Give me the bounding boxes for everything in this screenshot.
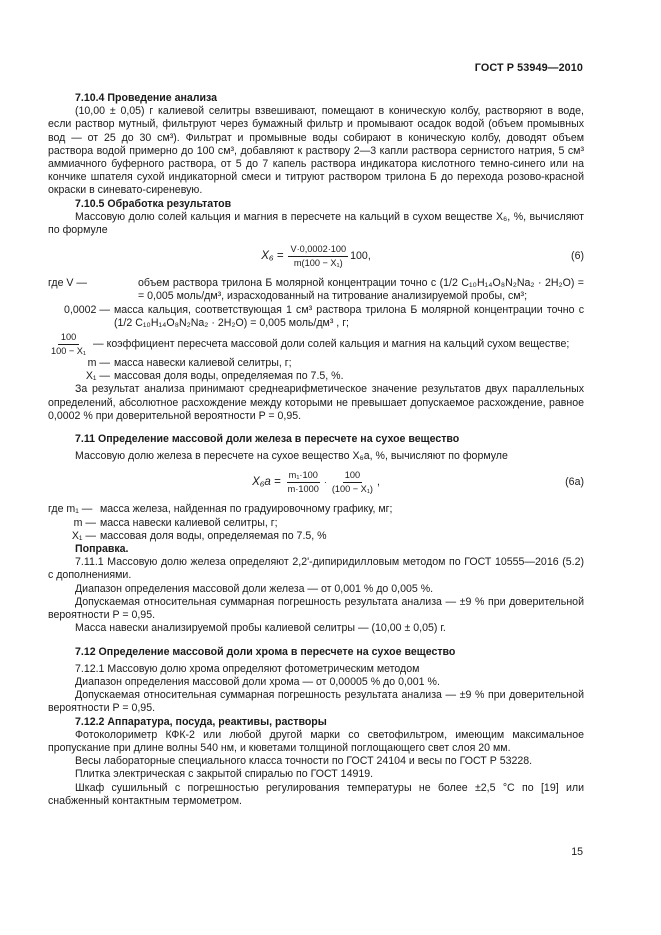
formula-6-definitions (48, 277, 584, 383)
definition-item (48, 517, 584, 530)
section-7-12-1-text: 7.12.1 Массовую долю хрома определяют фотометрическим методом (75, 662, 420, 675)
definition-term: m — (87, 357, 110, 370)
formula-6-intro: Массовую долю солей кальция и магния в пересчете на кальций в сухом веществе X₆, %, вычисляют по формуле (48, 210, 584, 237)
chromium-error-text: Допускаемая относительная суммарная погрешность результата анализа — ±9 % при доверительной вероятности P = 0,95. (48, 689, 584, 715)
definition-desc: масса кальция, соответствующая 1 см³ раствора трилона Б молярной концентрации точно c (1/2 C₁₀H₁₄O₈N₂Na₂ · 2H₂O) = 0,005 моль/дм³ , г; (114, 303, 584, 329)
definition-desc: масса железа, найденная по градуировочному графику, мг; (100, 503, 393, 516)
iron-range-text: Диапазон определения массовой доли железа — от 0,001 % до 0,005 %. (75, 582, 434, 595)
section-7-11-1-text: 7.11.1 Массовую долю железа определяют 2,2'-дипиридилловым методом по ГОСТ 10555—2016 (5.2) с дополнениями. (48, 556, 584, 582)
iron-error-text: Допускаемая относительная суммарная погрешность результата анализа — ±9 % при доверительной вероятности P = 0,95. (48, 595, 584, 622)
definition-desc: объем раствора трилона Б молярной концентрации точно c (1/2 C₁₀H₁₄O₈N₂Na₂ · 2H₂O) = = 0,005 моль/дм³, израсходованный на титрование анализируемой пробы, см³; (138, 277, 584, 303)
section-7-11-heading: 7.11 Определение массовой доли железа в пересчете на сухое вещество (75, 433, 460, 446)
formula-6 (48, 244, 584, 269)
document-code: ГОСТ Р 53949—2010 (474, 62, 583, 74)
definition-item (48, 503, 584, 516)
section-7-10-4-heading: 7.10.4 Проведение анализа (75, 92, 218, 104)
formula-6-numerator: V·0,0002·100 (288, 244, 348, 257)
section-7-12-heading: 7.12 Определение массовой доли хрома в пересчете на сухое вещество (75, 645, 456, 658)
definition-term: 0,0002 — (64, 303, 110, 316)
formula-6-tail: 100, (350, 250, 371, 263)
photocolorimeter-text: Фотоколориметр КФК-2 или любой другой марки со светофильтром, имеющим максимальное пропускание при длине волны 540 нм, и кюветами толщиной поглощающего свет слоя 20 мм. (48, 728, 584, 754)
definition-item (48, 370, 584, 383)
formula-6a-fraction-1 (286, 470, 321, 495)
drying-oven-text: Шкаф сушильный с погрешностью регулирования температуры не более ±2,5 °С по [19] или снабженный контактным термометром. (48, 781, 584, 807)
definition-term: где V — (48, 277, 88, 290)
iron-sample-mass-text: Масса навески анализируемой пробы калиевой селитры — (10,00 ± 0,05) г. (75, 622, 446, 635)
formula-6-fraction (288, 244, 348, 269)
page-number: 15 (571, 846, 583, 858)
amendment-heading: Поправка. (75, 543, 129, 556)
definition-term: m — (73, 516, 96, 529)
formula-6a-fraction-2 (330, 470, 375, 495)
definition-desc: массовая доля воды, определяемая по 7.5, % (100, 529, 327, 542)
definition-item (48, 530, 584, 543)
section-7-10-5-heading: 7.10.5 Обработка результатов (75, 197, 232, 210)
formula-6a-denominator-1: m·1000 (287, 484, 319, 495)
scales-text: Весы лабораторные специального класса точности по ГОСТ 24104 и весы по ГОСТ Р 53228. (75, 755, 533, 768)
definition-desc: массовая доля воды, определяемая по 7.5, %. (114, 370, 344, 383)
formula-6a-number: (6а) (565, 476, 584, 489)
definition-term: где m₁ — (48, 503, 93, 516)
formula-6a-denominator-2: (100 − X₁) (331, 484, 373, 495)
definition-term-numerator: 100 (58, 332, 79, 345)
definition-item (48, 357, 584, 370)
result-paragraph: За результат анализа принимают среднеарифметическое значение результатов двух параллельных определений, абсолютное расхождение между которыми не превышает допускаемое расхождение, равное 0,0002 % при доверительной вероятности P = 0,95. (48, 383, 584, 422)
definition-desc: — коэффициент пересчета массовой доли солей кальция и магния на кальций сухом веществе; (93, 337, 570, 350)
formula-6a-tail: , (376, 476, 380, 489)
section-7-10-4-text: (10,00 ± 0,05) г калиевой селитры взвешивают, помещают в коническую колбу, растворяют в воде, если раствор мутный, фильтруют через бумажный фильтр и промывают осадок водой (объем промывных вод — от 25 до 30 см³). Фильтрат и промывные воды собирают в коническую колбу, доводят объем раствора водой примерно до 100 см³, добавляют к раствору 2—3 капли раствора сернистого натрия, 5 см³ аммиачного буферного раствора, от 5 до 7 капель раствора индикатора кислотного темно-синего или на кончике шпателя сухой индикаторной смеси и титруют раствором трилона Б до перехода розово-красной окраски в синевато-сиреневую. (48, 105, 584, 197)
definition-term: X₁ — (71, 529, 96, 542)
definition-item (48, 304, 584, 330)
formula-6a-multiply: · (323, 477, 327, 488)
formula-6-lhs: X₆ = (261, 250, 284, 263)
formula-6-denominator: m(100 − X₁) (293, 258, 343, 269)
definition-item (48, 332, 584, 357)
definition-term-fraction (48, 332, 89, 357)
formula-6a-intro: Массовую долю железа в пересчете на сухое вещество X₆а, %, вычисляют по формуле (75, 450, 508, 463)
chromium-range-text: Диапазон определения массовой доли хрома — от 0,00005 % до 0,001 %. (75, 675, 440, 688)
definition-term-denominator: 100 − X₁ (51, 346, 87, 357)
section-7-12-2-heading: 7.12.2 Аппаратура, посуда, реактивы, растворы (75, 715, 327, 728)
definition-desc: масса навески калиевой селитры, г; (114, 357, 292, 370)
formula-6-number: (6) (571, 250, 584, 263)
formula-6a-definitions (48, 503, 584, 543)
formula-6a-numerator-2: 100 (343, 470, 362, 483)
formula-6a-lhs: X₆а = (252, 476, 281, 489)
definition-item (48, 277, 584, 303)
hotplate-text: Плитка электрическая с закрытой спиралью по ГОСТ 14919. (75, 768, 374, 781)
definition-desc: масса навески калиевой селитры, г; (100, 516, 278, 529)
page-content (48, 92, 584, 808)
formula-6a-numerator-1: m₁·100 (287, 470, 320, 483)
definition-term: X₁ — (85, 370, 110, 383)
formula-6a (48, 470, 584, 495)
